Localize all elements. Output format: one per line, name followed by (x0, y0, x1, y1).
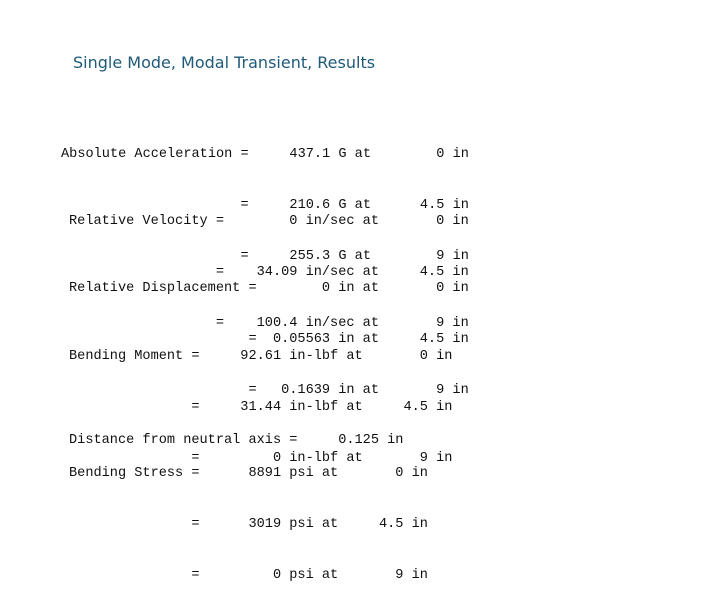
result-line: Bending Stress = 8891 psi at 0 in (69, 466, 428, 481)
result-line: Distance from neutral axis = 0.125 in (69, 433, 404, 448)
result-line: = 255.3 G at 9 in (61, 249, 469, 264)
result-line: Relative Velocity = 0 in/sec at 0 in (69, 214, 469, 229)
result-line: = 0.1639 in at 9 in (69, 383, 469, 398)
result-line: Bending Moment = 92.61 in-lbf at 0 in (69, 349, 453, 364)
result-line: Relative Displacement = 0 in at 0 in (69, 281, 469, 296)
result-line: = 0 psi at 9 in (69, 568, 428, 583)
result-line: = 3019 psi at 4.5 in (69, 517, 428, 532)
result-line: = 0 in-lbf at 9 in (69, 451, 453, 466)
result-line: = 100.4 in/sec at 9 in (69, 316, 469, 331)
result-line: = 34.09 in/sec at 4.5 in (69, 265, 469, 280)
page-title: Single Mode, Modal Transient, Results (73, 53, 376, 72)
bending-stress-block (69, 431, 428, 601)
result-line: Absolute Acceleration = 437.1 G at 0 in (61, 147, 469, 162)
result-line: = 210.6 G at 4.5 in (61, 198, 469, 213)
result-line: = 31.44 in-lbf at 4.5 in (69, 400, 453, 415)
result-line: = 0.05563 in at 4.5 in (69, 332, 469, 347)
